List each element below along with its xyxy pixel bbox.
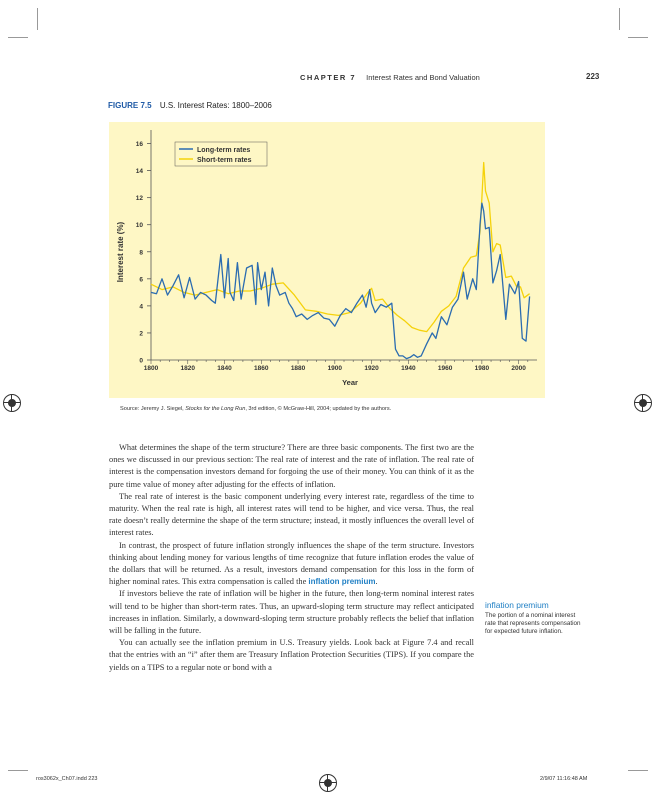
x-tick-label: 1820 (180, 365, 195, 372)
source-prefix: Source: Jeremy J. Siegel, (120, 406, 186, 412)
crop-mark (8, 37, 28, 38)
body-text (109, 442, 474, 674)
paragraph: What determines the shape of the term structure? There are three basic components. The first two are the ones we discussed in our previous section: The real rate of interest and the rate of inflation. The real rate of interest is the compensation investors demand for forgoing the use of their money. You can think of it as the pure time value of money after adjusting for the effects of inflation. (109, 443, 474, 489)
page-number: 223 (586, 72, 600, 81)
chapter-label: CHAPTER 7 (300, 73, 357, 82)
crop-mark (628, 770, 648, 771)
y-tick-label: 12 (135, 195, 143, 203)
registration-mark-icon (3, 394, 21, 412)
y-tick-label: 4 (139, 303, 143, 311)
paragraph-text: In contrast, the prospect of future inflation strongly influences the shape of the term structure. Investors thinking about lending money for various lengths of time recognize that future inflation erodes the value of the dollars that will be returned. As a result, investors demand compensation for this loss in the form of higher nominal rates. This extra compensation is called the (109, 540, 474, 587)
y-tick-label: 6 (139, 276, 143, 284)
series-line-long-term (151, 203, 530, 359)
source-book-title: Stocks for the Long Run (185, 406, 246, 412)
y-tick-label: 0 (139, 357, 143, 365)
figure-source (120, 406, 391, 412)
x-tick-label: 1880 (290, 365, 306, 372)
paragraph: You can actually see the inflation premium in U.S. Treasury yields. Look back at Figure 7.4 and recall that the entries with an “i” after them are Treasury Inflation Protection Securities (TIPS). If you compare the yields on a TIPS to a regular note or bond with a (109, 638, 474, 672)
x-tick-label: 1840 (217, 365, 232, 372)
x-tick-label: 1960 (437, 365, 453, 372)
chapter-title: Interest Rates and Bond Valuation (366, 73, 480, 82)
y-tick-label: 8 (139, 249, 143, 257)
interest-rate-chart (109, 122, 545, 398)
series-line-short-term (151, 163, 530, 332)
x-tick-label: 2000 (511, 365, 526, 372)
running-header (300, 73, 480, 82)
paragraph (109, 540, 474, 589)
x-tick-label: 1940 (401, 365, 416, 372)
figure-title (108, 101, 272, 110)
registration-mark-icon (634, 394, 652, 412)
paragraph: If investors believe the rate of inflation will be higher in the future, then long-term nominal interest rates will tend to be higher than short-term rates. Thus, an upward-sloping term structure may reflect anticipated increases in inflation. Similarly, a downward-sloping term structure probably reflects the belief that inflation will be falling in the future. (109, 589, 474, 636)
figure-caption: U.S. Interest Rates: 1800–2006 (159, 101, 272, 110)
crop-mark (628, 37, 648, 38)
registration-mark-icon (319, 774, 337, 792)
date-slug: 2/9/07 11:16:48 AM (540, 776, 588, 782)
x-tick-label: 1800 (143, 365, 159, 372)
margin-term-heading: inflation premium (485, 600, 549, 610)
inflation-premium-term: inflation premium (308, 577, 376, 587)
crop-mark (619, 8, 620, 30)
legend-label-short: Short-term rates (197, 157, 252, 164)
source-suffix: , 3rd edition, © McGraw-Hill, 2004; updated by the authors. (245, 406, 392, 412)
crop-mark (37, 8, 38, 30)
legend (175, 142, 267, 166)
margin-definition (485, 600, 585, 636)
legend-label-long: Long-term rates (197, 147, 251, 154)
figure-number: FIGURE 7.5 (108, 101, 152, 110)
y-tick-label: 10 (135, 222, 143, 230)
x-tick-label: 1900 (327, 365, 343, 372)
y-tick-label: 2 (139, 330, 143, 338)
x-tick-label: 1980 (474, 365, 490, 372)
crop-mark (8, 770, 28, 771)
y-tick-label: 14 (135, 168, 143, 176)
y-tick-label: 16 (135, 141, 143, 149)
margin-term-definition: The portion of a nominal interest rate that represents compensation for expected future inflation. (485, 612, 581, 635)
y-axis-label: Interest rate (%) (116, 221, 125, 283)
x-tick-label: 1860 (254, 365, 269, 372)
chart-panel (109, 122, 545, 398)
paragraph: The real rate of interest is the basic component underlying every interest rate, regardless of the time to maturity. When the real rate is high, all interest rates will tend to be higher, and vice versa. Thus, the real rate doesn’t really determine the shape of the term structure; instead, it mostly influences the overall level of interest rates. (109, 491, 474, 538)
x-axis-label: Year (342, 378, 358, 387)
file-slug: ros3062x_Ch07.indd 223 (36, 776, 98, 782)
x-tick-label: 1920 (364, 365, 379, 372)
paragraph-text: . (375, 577, 378, 587)
